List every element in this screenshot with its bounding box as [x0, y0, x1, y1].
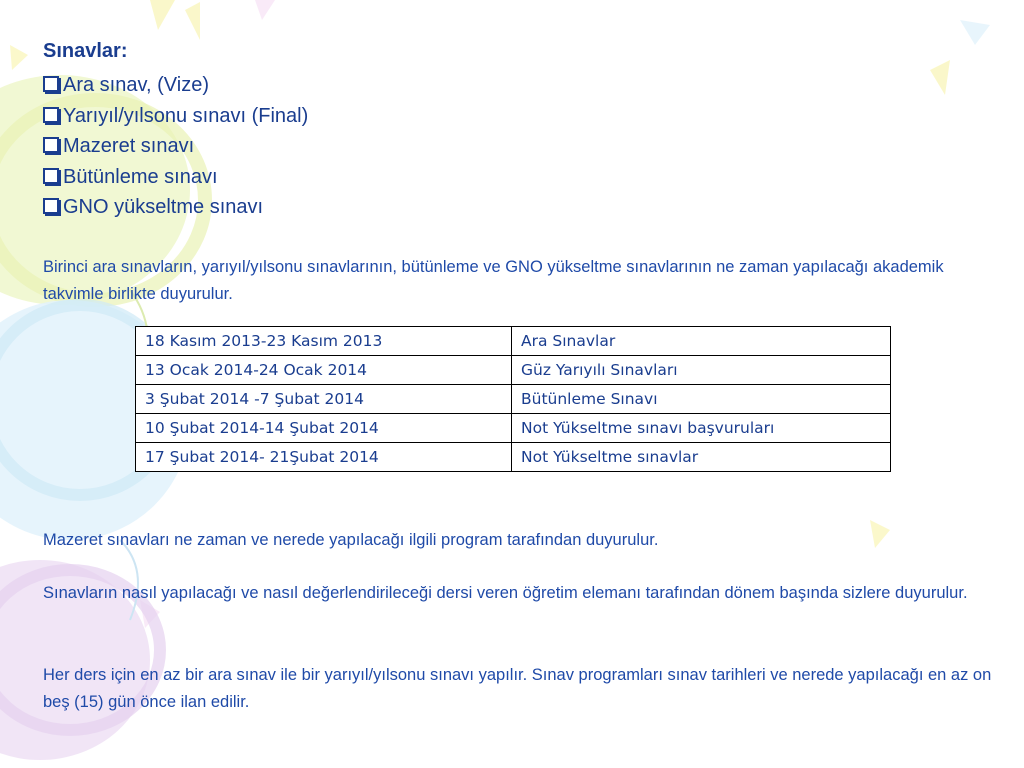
checkbox-square-icon — [43, 107, 59, 123]
mazeret-paragraph: Mazeret sınavları ne zaman ve nerede yapılacağı ilgili program tarafından duyurulur. — [43, 531, 659, 549]
event-cell: Ara Sınavlar — [512, 327, 891, 356]
exam-schedule-table — [135, 326, 891, 472]
announcement-paragraph: Her ders için en az bir ara sınav ile bir yarıyıl/yılsonu sınavı yapılır. Sınav programları sınav tarihleri ve nerede yapılacağı en az on beş (15) gün önce ilan edilir. — [43, 666, 992, 711]
list-item — [43, 70, 308, 101]
list-item — [43, 101, 308, 132]
exam-types-list — [43, 70, 308, 223]
list-item-label: Bütünleme sınavı — [63, 165, 218, 188]
checkbox-square-icon — [43, 198, 59, 214]
list-item-label: Ara sınav, (Vize) — [63, 74, 209, 96]
intro-paragraph: Birinci ara sınavların, yarıyıl/yılsonu sınavlarının, bütünleme ve GNO yükseltme sınavlarının ne zaman yapılacağı akademik takvimle birlikte duyurulur. — [43, 258, 944, 303]
list-item — [43, 131, 308, 162]
date-cell: 18 Kasım 2013-23 Kasım 2013 — [136, 327, 512, 356]
event-cell: Bütünleme Sınavı — [512, 385, 891, 414]
slide-heading: Sınavlar: — [43, 40, 128, 62]
evaluation-paragraph: Sınavların nasıl yapılacağı ve nasıl değerlendirileceği dersi veren öğretim elemanı tarafından dönem başında sizlere duyurulur. — [43, 584, 968, 602]
table-row — [136, 327, 891, 356]
checkbox-square-icon — [43, 168, 59, 184]
date-cell: 3 Şubat 2014 -7 Şubat 2014 — [136, 385, 512, 414]
date-cell: 13 Ocak 2014-24 Ocak 2014 — [136, 356, 512, 385]
checkbox-square-icon — [43, 76, 59, 92]
list-item-label: Mazeret sınavı — [63, 135, 195, 158]
table-row — [136, 414, 891, 443]
table-row — [136, 443, 891, 472]
list-item — [43, 162, 308, 193]
list-item — [43, 192, 308, 223]
event-cell: Güz Yarıyılı Sınavları — [512, 356, 891, 385]
date-cell: 10 Şubat 2014-14 Şubat 2014 — [136, 414, 512, 443]
checkbox-square-icon — [43, 137, 59, 153]
event-cell: Not Yükseltme sınavı başvuruları — [512, 414, 891, 443]
list-item-label: Yarıyıl/yılsonu sınavı (Final) — [63, 104, 309, 127]
date-cell: 17 Şubat 2014- 21Şubat 2014 — [136, 443, 512, 472]
table-row — [136, 385, 891, 414]
list-item-label: GNO yükseltme sınavı — [63, 196, 264, 219]
event-cell: Not Yükseltme sınavlar — [512, 443, 891, 472]
table-row — [136, 356, 891, 385]
